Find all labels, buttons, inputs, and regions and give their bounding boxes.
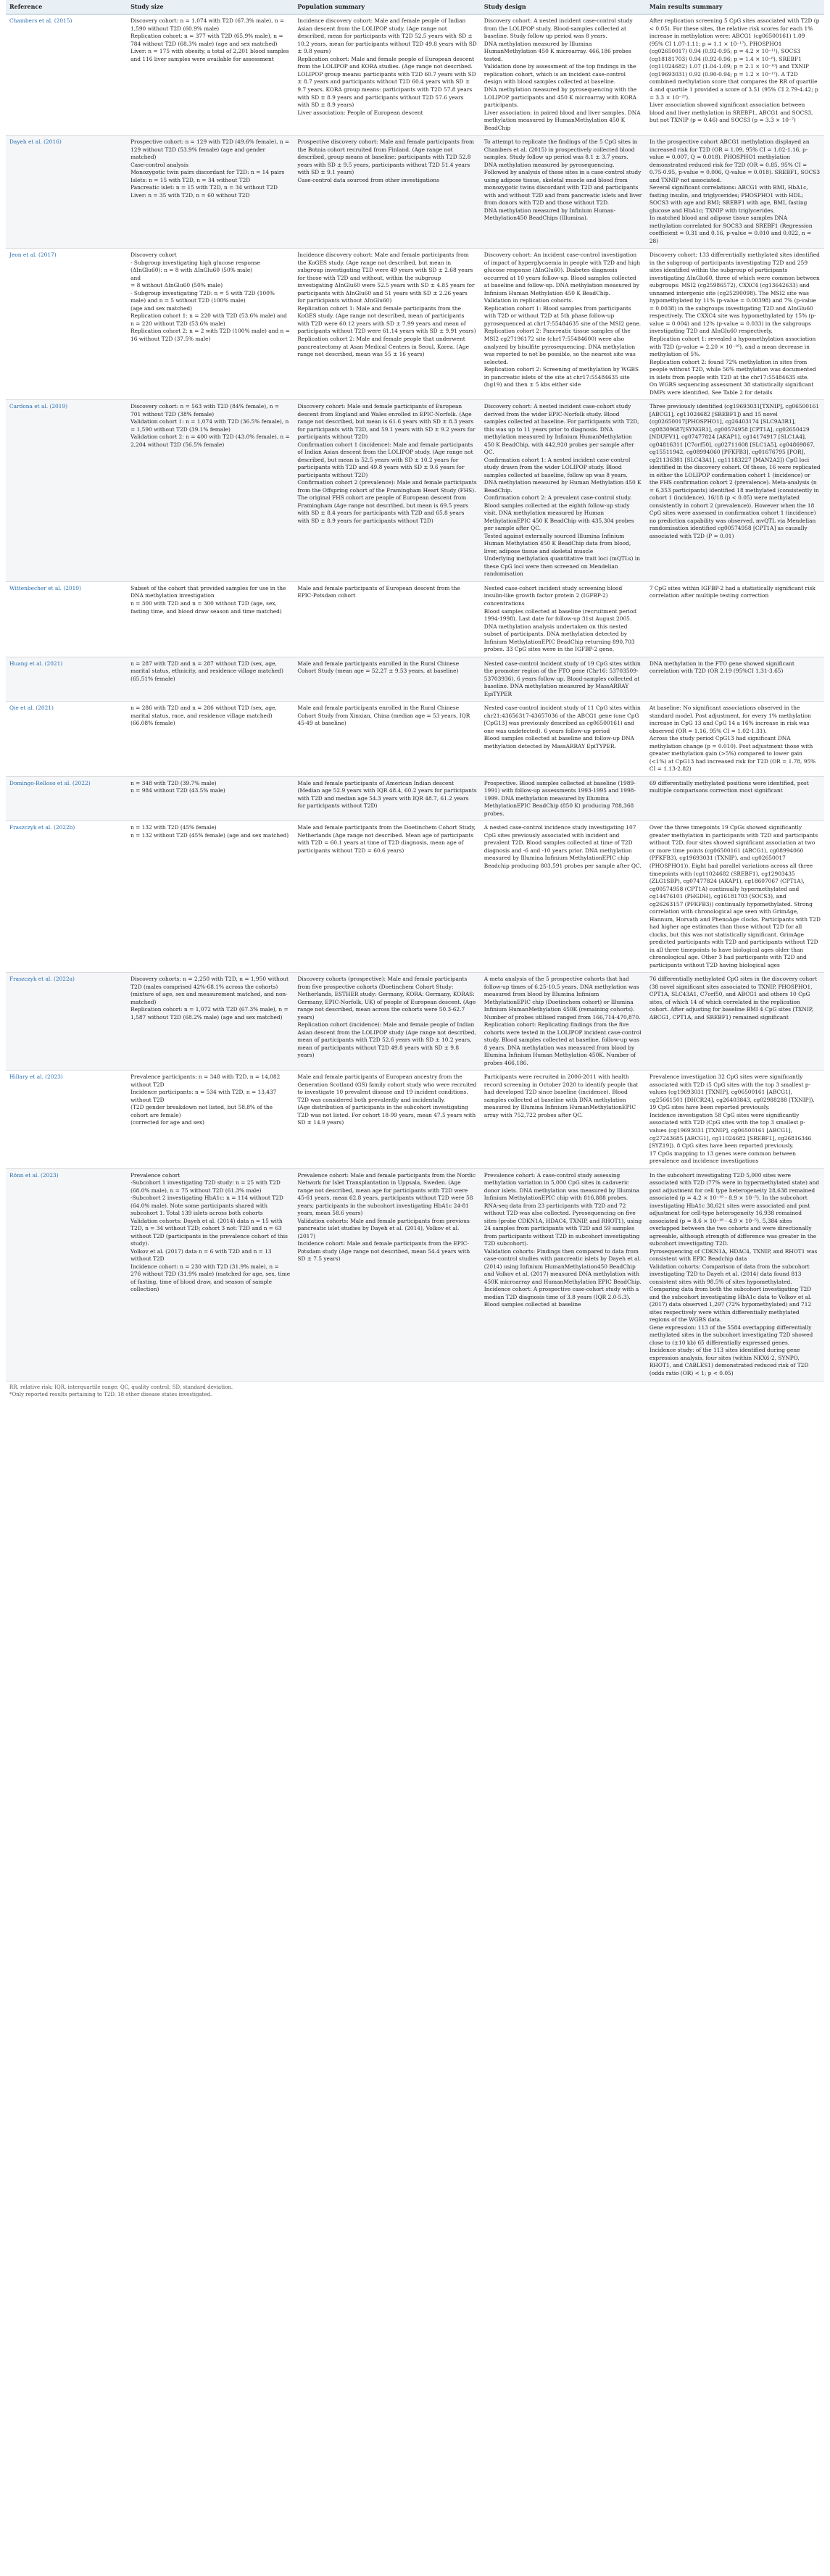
study-design-cell-text: Prospective. Blood samples collected at baseline (1989-1991) with follow-up assessments 1993-1995 and 1998-1999. DNA methylation measured by Illumina MethylationEPIC BeadChip (850 K) producing 788,368 probes. xyxy=(484,779,636,817)
study-size-cell-text: n = 348 with T2D (39.7% male) n = 984 without T2D (43.5% male) xyxy=(130,779,225,794)
study-size-cell xyxy=(127,400,294,582)
main-results-cell-text: At baseline: No significant associations observed in the standard model. Post adjustment, for every 1% methylation increase in CpG 13 and CpG 14 a 16% increase in risk was observed (OR = 1.16, 95% CI = 1.02-1.31). Across the study period CpG13 had significant DNA methylation change (p = 0.010). Post adjustment those with greater methylation gain (>5%) compared to lower gain (<1%) at CpG13 had increased risk for T2D (OR = 1.78, 95% CI = 1.13-2.82) xyxy=(649,705,816,773)
reference-link[interactable]: Chambers et al. (2015) xyxy=(9,17,72,25)
footnote-note: *Only reported results pertaining to T2D. 18 other disease states investigated. xyxy=(9,1392,212,1397)
study-size-cell-text: Discovery cohort: n = 563 with T2D (84% female), n = 701 without T2D (38% female) Validation cohort 1: n = 1,074 with T2D (36.5% female), n = 1,590 without T2D (39.1% female) Validation cohort 2: n = 400 with T2D (43.0% female), n = 2,204 without T2D (56.5% female) xyxy=(130,403,290,448)
reference-cell xyxy=(6,1168,127,1381)
study-design-cell-text: Prevalence cohort: A case-control study assessing methylation variation in 5,000 CpG sites in cadaveric donor islets. DNA methylation was measured by Illumina Infinium MethylationEPIC chip with 816,888 probes. RNA-seq data from 23 participants with T2D and 72 without T2D was also collected. Pyrosequencing on five sites (probe CDKN1A, HDAC4, TXNIP, and RHOT1), using 24 samples from participants with T2D and 59 samples from participants without T2D in subcohort investigating T2D subcohort). Validation cohorts: Findings then compared to data from case-control studies with pancreatic islets by Dayeh et al. (2014) using Infinium HumanMethylation450 BeadChip and Volkov et al. (2017) measured DNA methylation with 450K microarray and HumanMethylation EPIC BeadChip. Incidence cohort: A prospective case-cohort study with a median T2D diagnosis time of 3.8 years (IQR 2.0-5.3). Blood samples collected at baseline xyxy=(484,1171,642,1308)
header-main-results: Main results summary xyxy=(646,0,824,14)
table-row xyxy=(6,821,824,973)
population-summary-cell-text: Male and female participants of European descent from the EPIC-Potsdam cohort xyxy=(297,584,460,599)
study-size-cell xyxy=(127,1168,294,1381)
studies-table xyxy=(6,0,824,1382)
main-results-cell xyxy=(646,821,824,973)
study-size-cell xyxy=(127,249,294,400)
study-size-cell xyxy=(127,581,294,657)
study-size-cell xyxy=(127,973,294,1071)
study-size-cell-text: Discovery cohort: n = 1,074 with T2D (67.3% male), n = 1,590 without T2D (60.9% male) Replication cohort: n = 377 with T2D (65.9% male), n = 784 without T2D (68.3% male) (age and sex matched) Liver: n = 175 with obesity, a total of 2,201 blood samples and 116 liver samples were available for assessment xyxy=(130,17,289,62)
main-results-cell-text: Over the three timepoints 19 CpGs showed significantly greater methylation in participants with T2D and participants without T2D, four sites showed significant association at two or more time points (cg06500161 (ABCG1), cg08994060 (PFKFB3), cg19693031 (TXNIP), and cg02650017 (PHOSPHO1)). Eight had parallel variations across all three timepoints with (cg11024682 (SREBF1), cg12903435 (ZLG1SBP), cg07477824 (AKAP1), cg18607067 (CPT1A), cg00574958 (CPT1A) continually hypermethylated and cg14476101 (PHGDH), cg16181703 (SOCS3), and cg26263157 (PFKFB3)) continually hypomethylated. Strong correlation with chronological age seen with GrimAge, Hannum, Horvath and PhenoAge clocks. Participants with T2D had higher age estimates than those without T2D for all clocks, but this was not statistically significant. GrimAge predicted participants with T2D and participants without T2D in all three timepoints to have biological ages older than chronological age. Other 3 had participants with T2D and participants without T2D having biological ages xyxy=(649,824,821,968)
reference-cell xyxy=(6,776,127,821)
study-design-cell xyxy=(481,973,646,1071)
population-summary-cell xyxy=(294,821,480,973)
table-row xyxy=(6,14,824,136)
study-size-cell-text: n = 286 with T2D and n = 286 without T2D (sex, age, marital status, race, and residence village matched) (66.08% female) xyxy=(130,705,277,727)
table-row xyxy=(6,657,824,702)
reference-cell xyxy=(6,1071,127,1168)
main-results-cell-text: After replication screening 5 CpG sites associated with T2D (p < 0.05). For these sites, the relative risk scores for each 1% increase in methylation were: ABCG1 (cg06500161) 1.09 (95% CI 1.07-1.11; p = 1.1 × 10⁻¹⁷), PHOSPHO1 (cg02650017) 0.94 (0.92-0.95; p = 4.2 × 10⁻¹¹), SOCS3 (cg18181703) 0.94 (0.92-0.96; p = 1.4 × 10⁻⁸), SREBF1 (cg11024682) 1.07 (1.04-1.09; p = 2.1 × 10⁻¹⁰) and TXNIP (cg19693031) 0.92 (0.90-0.94; p = 1.2 × 10⁻¹⁷). A T2D combined methylation score that compares the RR of quartile 4 and quartile 1 provided a score of 3.51 (95% CI 2.79-4.42; p = 3.3 × 10⁻²⁷). Liver association showed significant association between blood and liver methylation in SREBF1, ABCG1 and SOCS3, but not TXNIP (p = 0.46) and SOCS3 (p = 3.3 × 10⁻⁷) xyxy=(649,17,820,124)
study-size-cell-text: n = 287 with T2D and n = 287 without T2D (sex, age, marital status, ethnicity, and residence village matched) (65.51% female) xyxy=(130,660,283,682)
reference-cell xyxy=(6,14,127,136)
footnote-abbreviations: RR, relative risk; IQR, interquartile range; QC, quality control; SD, standard deviation. xyxy=(9,1384,233,1390)
study-size-cell xyxy=(127,136,294,249)
population-summary-cell-text: Male and female participants of American Indian descent (Median age 52.9 years with IQR 48.4, 60.2 years for participants with T2D and median age 54.3 years with IQR 48.7, 61.2 years for participants without T2D) xyxy=(297,779,477,810)
main-results-cell-text: Discovery cohort: 133 differentially methylated sites identified in the subgroup of participants investigating T2D and 259 sites identified within the subgroup of participants investigating ΔInGlu60, three of which were common between subgroups: MSI2 (cg25986572), CXXC4 (cg13642633) and unnamed intergenic site (cg25290098). The MSI2 site was hypomethylated by 11% (p-value = 0.00398) and 7% (p-value = 0.0038) in the subgroups investigating T2D and ΔInGlu60 respectively. The CXXC4 site was hypomethylated by 15% (p-value = 0.004) and 12% (p-value = 0.033) in the subgroups investigating T2D and ΔInGlu60 respectively. Replication cohort 1: revealed a hypomethylation association with T2D (p-value = 2.20 × 10⁻¹⁶), and a mean decrease in methylation of 5%. Replication cohort 2: found 72% methylation in sites from people without T2D, while 56% methylation was documented in islets from people with T2D at the chr17:55484635 site. On WGBS sequencing assessment 38 statistically significant DMPs were identified. See Table 2 for details xyxy=(649,252,820,396)
population-summary-cell xyxy=(294,973,480,1071)
study-design-cell-text: Participants were recruited in 2006-2011 with health record screening in October 2020 to identify people that had developed T2D since baseline (incidence). Blood samples collected at baseline with DNA methylation measured by Illumina Infinium HumanMethylationEPIC array with 752,722 probes after QC. xyxy=(484,1073,639,1118)
table-row xyxy=(6,1071,824,1168)
main-results-cell-text: 76 differentially methylated CpG sites in the discovery cohort (38 novel significant sites associated to TXNIP, PHOSPHO1, CPT1A, SLC43A1, C7orf50, and ABCG1 and others 10 CpG sites, of which 14 of which correlated in the replication cohort. After adjusting for baseline BMI 4 CpG sites (TXNIP, ABCG1, CPT1A, and SREBF1) remained significant xyxy=(649,976,818,1021)
population-summary-cell-text: Prospective discovery cohort: Male and female participants from the Botnia cohort recruited from Finland. (Age range not described, group means at baseline: participants with T2D 52.8 years with SD ± 9.5 years, participants without T2D 51.4 years with SD ± 9.1 years) Case-control data sourced from other investigations xyxy=(297,138,474,183)
population-summary-cell xyxy=(294,581,480,657)
study-size-cell-text: Discovery cohort - Subgroup investigating high glucose response (ΔInGlu60): n = 8 with ΔInGlu60 (50% male) and = 8 without ΔInGlu60 (50% male) - Subgroup investigating T2D: n = 5 with T2D (100% male) and n = 5 without T2D (100% male) (age and sex matched) Replication cohort 1: n = 220 with T2D (53.6% male) and n = 220 without T2D (53.6% male) Replication cohort 2: n = 2 with T2D (100% male) and n = 16 without T2D (37.5% male) xyxy=(130,252,290,342)
population-summary-cell xyxy=(294,136,480,249)
reference-cell xyxy=(6,136,127,249)
main-results-cell xyxy=(646,249,824,400)
reference-cell xyxy=(6,973,127,1071)
reference-link[interactable]: Fraszczyk et al. (2022a) xyxy=(9,976,75,983)
study-design-cell-text: A meta analysis of the 5 prospective cohorts that had follow-up times of 6.25-10.5 years. DNA methylation was measured from blood by Illumina Infinium MethylationEPIC chip (Doetinchem cohort) or Illumina Infinium HumanMethylation 450K (remaining cohorts). Number of probes utilised ranged from 166,714-470,870. Replication cohort: Replicating findings from the five cohorts were tested in the LOLIPOP incident case-control study. Blood samples collected at baseline, follow-up was 8 years. DNA methylation was measured from blood by Illumina Infinium Human Methylation 450K. Number of probes 466,186. xyxy=(484,976,642,1066)
table-row xyxy=(6,702,824,777)
main-results-cell xyxy=(646,776,824,821)
study-size-cell-text: Subset of the cohort that provided samples for use in the DNA methylation investigation n = 300 with T2D and n = 300 without T2D (age, sex, fasting time, and blood draw season and time matched) xyxy=(130,584,286,615)
table-footnotes xyxy=(6,1382,824,1401)
population-summary-cell-text: Prevalence cohort: Male and female participants from the Nordic Network for Islet Transplantation in Uppsala, Sweden. (Age range not described, mean age for participants with T2D were 45-61 years, mean 62.8 years, participants without T2D were 58 years; participants in the subcohort investigating HbA1c 24-81 years, mean 58.6 years) Validation cohorts: Male and female participants from previous pancreatic islet studies by Dayeh et al. (2014), Volkov et al. (2017) Incidence cohort: Male and female participants from the EPIC-Potsdam study (Age range not described, mean 54.4 years with SD ± 7.5 years) xyxy=(297,1171,476,1263)
study-design-cell-text: To attempt to replicate the findings of the 5 CpG sites in Chambers et al. (2015) in prospectively collected blood samples. Study follow up period was 8.1 ± 3.7 years. DNA methylation measured by pyrosequencing. Followed by analysis of these sites in a case-control study using adipose tissue, skeletal muscle and blood from monozygotic twins discordant with T2D and participants with and without T2D and from pancreatic islets and liver from donors with T2D and those without T2D. DNA methylation measured by Infinium Human-Methylation450 BeadChips (Illumina). xyxy=(484,138,642,222)
reference-cell xyxy=(6,657,127,702)
population-summary-cell-text: Male and female participants enrolled in the Rural Chinese Cohort Study from Xinxian, China (median age = 53 years, IQR 45-49 at baseline) xyxy=(297,705,470,727)
table-body xyxy=(6,14,824,1381)
main-results-cell xyxy=(646,136,824,249)
main-results-cell-text: 7 CpG sites within IGFBP-2 had a statistically significant risk correlation after multiple testing correction xyxy=(649,584,816,599)
main-results-cell xyxy=(646,657,824,702)
population-summary-cell-text: Discovery cohort: Male and female participants of European descent from England and Wales enrolled in EPIC-Norfolk. (Age range not described, but mean is 61.6 years with SD ± 8.3 years for participants with T2D, and 59.1 years with SD ± 9.2 years for participants without T2D) Confirmation cohort 1 (incidence): Male and female participants of Indian Asian descent from the LOLIPOP study. (Age range not described, but mean is 52.5 years with SD ± 10.2 years for participants with T2D and 49.8 years with SD ± 9.6 years for participants without T2D) Confirmation cohort 2 (prevalence): Male and female participants from the Offspring cohort of the Framingham Heart Study (FHS). The original FHS cohort are people of European descent from Framingham (Age range not described, but mean is 69.5 years with SD ± 8.4 years for participants with T2D and 65.8 years with SD ± 8.9 years for participants without T2D) xyxy=(297,403,477,524)
population-summary-cell-text: Incidence discovery cohort: Male and female participants from the KoGES study. (Age range not described, but mean in subgroup investigating T2D were 49 years with SD ± 2.68 years for those with T2D and without, within the subgroup investigating ΔInGlu60 were 52.5 years with SD ± 4.85 years for participants with ΔInGlu60 and 51 years with SD ± 2.26 years for participants without ΔInGlu60) Replication cohort 1: Male and female participants from the KoGES study. (Age range not described, mean of participants with T2D were 60.12 years with SD ± 7.99 years and mean of participants without T2D were 61.14 years with SD ± 9.91 years) Replication cohort 2: Male and female people that underwent pancreatectomy at Asan Medical Centers in Seoul, Korea. (Age range not described, mean was 55 ± 16 years) xyxy=(297,252,476,358)
study-design-cell xyxy=(481,702,646,777)
study-design-cell xyxy=(481,14,646,136)
study-size-cell xyxy=(127,14,294,136)
population-summary-cell xyxy=(294,776,480,821)
study-size-cell-text: Prospective cohort: n = 129 with T2D (49.6% female), n = 129 without T2D (53.9% female) (age and gender matched) Case-control analysis Monozygotic twin pairs discordant for T2D: n = 14 pairs Islets: n = 15 with T2D, n = 34 without T2D Pancreatic islet: n = 15 with T2D, n = 34 without T2D Liver: n = 35 with T2D, n = 60 without T2D xyxy=(130,138,290,199)
document-page xyxy=(6,0,824,1401)
main-results-cell xyxy=(646,973,824,1071)
population-summary-cell xyxy=(294,1071,480,1168)
study-design-cell xyxy=(481,657,646,702)
table-row xyxy=(6,249,824,400)
reference-cell xyxy=(6,400,127,582)
study-design-cell xyxy=(481,1071,646,1168)
reference-cell xyxy=(6,702,127,777)
main-results-cell xyxy=(646,1071,824,1168)
main-results-cell xyxy=(646,581,824,657)
reference-link[interactable]: Huang et al. (2021) xyxy=(9,660,63,667)
study-size-cell xyxy=(127,1071,294,1168)
study-design-cell xyxy=(481,249,646,400)
reference-link[interactable]: Dayeh et al. (2016) xyxy=(9,138,62,146)
header-population-summary: Population summary xyxy=(294,0,480,14)
main-results-cell-text: 69 differentially methylated positions were identified, post multiple comparisons correction most significant xyxy=(649,779,809,794)
reference-link[interactable]: Hillary et al. (2023) xyxy=(9,1073,63,1081)
study-design-cell xyxy=(481,1168,646,1381)
reference-link[interactable]: Wittenbecher et al. (2019) xyxy=(9,584,81,591)
population-summary-cell-text: Discovery cohorts (prospective): Male and female participants from five prospective cohorts (Doetinchem Cohort Study: Netherlands, ESTHER study: Germany, KORA: Germany, KORAS: Germany, EPIC-Norfolk, UK) of people of European descent. (Age range not described, mean across the cohorts were 50.3-62.7 years) Replication cohort (incidence): Male and female people of Indian Asian descent from the LOLIPOP study (Age range not described, mean of participants with T2D 52.6 years with SD ± 10.2 years, mean of participants without T2D 49.8 years with SD ± 9.8 years) xyxy=(297,976,476,1059)
main-results-cell-text: In the prospective cohort ABCG1 methylation displayed an increased risk for T2D (OR = 1.09, 95% CI = 1.02-1.16, p-value = 0.007, Q = 0.018). PHOSPHO1 methylation demonstrated reduced risk for T2D (OR = 0.85, 95% CI = 0.75-0.95, p-value = 0.006, Q-value = 0.018). SREBF1, SOCS3 and TXNIP not associated. Several significant correlations: ABCG1 with BMI, HbA1c, fasting insulin, and triglycerides; PHOSPHO1 with HDL; SOCS3 with age and BMI; SREBF1 with age, BMI, fasting glucose and HbA1c; TXNIP with triglycerides. In matched blood and adipose tissue samples DNA methylation correlated for SOCS3 and SREBF1 (Regression coefficient = 0.31 and 0.16, p-value = 0.010 and 0.022, n = 28) xyxy=(649,138,821,244)
study-design-cell-text: Discovery cohort: An incident case-control investigation of impact of hyperglycaemia in people with T2D and high glucose response (ΔInGlu60). Diabetes diagnosis occurred at 10 years follow-up. Blood samples collected at baseline and follow-up. DNA methylation measured by Infinium Human Methylation 450 K BeadChip. Validation in replication cohorts. Replication cohort 1: Blood samples from participants with T2D or without T2D at 5th phase follow-up pyrosequenced at chr17:55484635 site of the MSI2 gene. Replication cohort 2: Pancreatic tissue samples of the MSI2 cg27196172 site (chr17:55484600) were also analyzed by bisulfite pyrosequencing. DNA methylation was reported to not be possible, so the nearest site was selected. Replication cohort 2: Screening of methylation by WGBS in pancreatic islets of the site at chr17:55484635 site (hg19) and then ± 5 kbs either side xyxy=(484,252,642,389)
table-header xyxy=(6,0,824,14)
reference-cell xyxy=(6,581,127,657)
study-design-cell-text: A nested case-control incidence study investigating 107 CpG sites previously associated with incident and prevalent T2D. Blood samples collected at time of T2D diagnosis and -6 and -10 years prior. DNA methylation measured by Illumina Infinium MethylationEPIC chip Beadchip producing 803,591 probes per sample after QC. xyxy=(484,824,642,869)
study-size-cell-text: Prevalence participants: n = 348 with T2D, n = 14,082 without T2D Incidence participants: n = 534 with T2D, n = 13,437 without T2D (T2D gender breakdown not listed, but 58.8% of the cohort are female) (corrected for age and sex) xyxy=(130,1073,281,1126)
reference-link[interactable]: Jeon et al. (2017) xyxy=(9,252,57,259)
main-results-cell-text: Prevalence investigation 32 CpG sites were significantly associated with T2D (5 CpG sites with the top 3 smallest p-values (cg19693031 [TXNIP], cg06500161 [ABCG1], cg25661501 [DHCR24], cg26403843, cg02988288 [TXNIP]). 19 CpG sites have been reported previously. Incidence investigation 58 CpG sites were significantly associated with T2D (CpG sites with the top 3 smallest p-values (cg19693031 [TXNIP], cg06500161 [ABCG1], cg27243685 [ABCG1], cg11024682 [SREBF1], cg26816346 [SYZ19]). 8 CpG sites have been reported previously. 17 CpGs mapping to 13 genes were common between prevalence and incidence investigations xyxy=(649,1073,815,1165)
study-design-cell xyxy=(481,400,646,582)
reference-link[interactable]: Fraszczyk et al. (2022b) xyxy=(9,824,75,831)
main-results-cell xyxy=(646,400,824,582)
population-summary-cell-text: Male and female participants from the Doetinchem Cohort Study, Netherlands (Age range not described. Mean age of participants with T2D = 60.1 years at time of T2D diagnosis, mean age of participants without T2D = 60.6 years) xyxy=(297,824,476,854)
reference-link[interactable]: Cardona et al. (2019) xyxy=(9,403,68,410)
study-size-cell xyxy=(127,776,294,821)
population-summary-cell-text: Male and female participants enrolled in the Rural Chinese Cohort Study (mean age = 52.27 ± 9.53 years, at baseline) xyxy=(297,660,460,675)
study-design-cell-text: Nested case-control incident study of 11 CpG sites within chr21:43656317-43657036 of the ABCG1 gene (one CpG [CpG13] was previously described as cg06500161) and one was undetected). 6 years follow-up period Blood samples collected at baseline and follow-up DNA methylation detected by MassARRAY EpiTYPER. xyxy=(484,705,641,749)
study-design-cell xyxy=(481,821,646,973)
header-row xyxy=(6,0,824,14)
reference-cell xyxy=(6,249,127,400)
main-results-cell xyxy=(646,1168,824,1381)
population-summary-cell-text: Incidence discovery cohort: Male and female people of Indian Asian descent from the LOLIPOP study. (Age range not described, mean for participants with T2D 52.5 years with SD ± 10.2 years, mean for participants without T2D 49.8 years with SD ± 9.8 years) Replication cohort: Male and female people of European descent from the LOLIPOP and KORA studies. (Age range not described. LOLIPOP group means: participants with T2D 60.7 years with SD ± 8.7 years and participants without T2D 60.4 years with SD ± 9.7 years. KORA group means: participants with T2D 57.8 years with SD ± 8.9 years and participants without T2D 57.6 years with SD ± 8.9 years) Liver association: People of European descent xyxy=(297,17,477,116)
study-size-cell xyxy=(127,702,294,777)
population-summary-cell-text: Male and female participants of European ancestry from the Generation Scotland (GS) family cohort study who were recruited to investigate 10 prevalent disease and 19 incident conditions. T2D was considered both prevalently and incidentally. (Age distribution of participants in the subcohort investigating T2D was not listed. For cohort 18-99 years, mean 47.5 years with SD ± 14.9 years) xyxy=(297,1073,477,1126)
study-size-cell xyxy=(127,657,294,702)
study-size-cell-text: Discovery cohorts: n = 2,250 with T2D, n = 1,950 without T2D (males comprised 42%-68.1% across the cohorts) (mixture of age, sex and measurement matched, and non-matched) Replication cohort: n = 1,072 with T2D (67.3% male), n = 1,587 without T2D (68.2% male) (age and sex matched) xyxy=(130,976,289,1021)
table-row xyxy=(6,136,824,249)
study-design-cell-text: Nested case-control incident study of 19 CpG sites within the promoter region of the FTO gene (Chr16: 53703509-53703936). 6 years follow up. Blood-samples collected at baseline. DNA methylation measured by MassARRAY EpiTYPER xyxy=(484,660,641,697)
table-row xyxy=(6,1168,824,1381)
study-design-cell-text: Discovery cohort: A nested incident case-control study from the LOLIPOP study. Blood-samples collected at baseline. Study follow up period was 8 years. DNA methylation measured by Illumina HumanMethylation 450 K microarray. 466,186 probes tested. Validation done by assessment of the top findings in the replication cohort, which is an incident case-control design with blood samples collected at baseline. DNA methylation measured by pyrosequencing with the LOLIPOP participants and 450 K microarray with KORA participants. Liver association: in paired blood and liver samples. DNA methylation measured by HumanMethylation 450 K BeadChip xyxy=(484,17,641,131)
main-results-cell xyxy=(646,14,824,136)
study-design-cell-text: Discovery cohort: A nested incident case-cohort study derived from the wider EPIC-Norfolk study. Blood samples collected at baseline. For participants with T2D, this was up to 11 years prior to diagnosis. DNA methylation measured by Infinium HumanMethylation 450 K BeadChip, with 442,920 probes per sample after QC. Confirmation cohort 1: A nested incident case-control study drawn from the wider LOLIPOP study. Blood samples collected at baseline, follow up was 8 years. DNA methylation measured by Human Methylation 450 K BeadChip. Confirmation cohort 2: A prevalent case-control study. Blood samples collected at the eighth follow-up study visit. DNA methylation measured by Human MethylationEPIC 450 K BeadChip with 435,304 probes per sample after QC. Tested against externally sourced Illumina Infinium Human Methylation 450 K BeadChip data from blood, liver, adipose tissue and skeletal muscle Underlying methylation quantitative trait loci (mQTLs) in these CpG loci were then screened on Mendelian randomisation xyxy=(484,403,642,578)
study-size-cell-text: Prevalence cohort -Subcohort 1 investigating T2D study: n = 25 with T2D (68.0% male), n = 75 without T2D (61.3% male) -Subcohort 2 investigating HbA1c: n = 114 without T2D (64.0% male). Note some participants shared with subcohort 1. Total 139 islets across both cohorts Validation cohorts: Dayeh et al. (2014) data n = 15 with T2D, n = 34 without T2D; cohort 3 not: T2D and n = 63 without T2D (participants in the prevalence cohort of this study). Volkov et al. (2017) data n = 6 with T2D and n = 13 without T2D Incidence cohort: n = 230 with T2D (31.9% male), n = 276 without T2D (31.9% male) (matched for age, sex, time of fasting, time of blood draw, and season of sample collection) xyxy=(130,1171,291,1293)
study-design-cell xyxy=(481,776,646,821)
reference-link[interactable]: Rönn et al. (2023) xyxy=(9,1171,59,1179)
main-results-cell xyxy=(646,702,824,777)
population-summary-cell xyxy=(294,657,480,702)
population-summary-cell xyxy=(294,400,480,582)
study-size-cell xyxy=(127,821,294,973)
study-design-cell-text: Nested case-cohort incident study screening blood insulin-like growth factor protein 2 (IGFBP-2) concentrations Blood samples collected at baseline (recruitment period 1994-1998). Last date for follow-up 31st August 2005. DNA methylation analysis undertaken on this nested subset of participants. DNA methylation detected by Infinium MethylationEPIC BeadChip returning 890,703 probes. 33 CpG sites were in the IGFBP-2 gene. xyxy=(484,584,637,653)
header-reference: Reference xyxy=(6,0,127,14)
population-summary-cell xyxy=(294,702,480,777)
population-summary-cell xyxy=(294,249,480,400)
study-size-cell-text: n = 132 with T2D (45% female) n = 132 without T2D (45% female) (age and sex matched) xyxy=(130,824,289,839)
population-summary-cell xyxy=(294,1168,480,1381)
reference-link[interactable]: Qie et al. (2021) xyxy=(9,705,54,712)
main-results-cell-text: Three previously identified (cg19693031[TXNIP], cg06500161 [ABCG1], cg11024682 [SREBF1]) and 15 novel (cg02650017[PHOSPHO1], cg26403174 [SLC9A3R1], cg08309687[SYNGR1], cg00574958 [CPT1A], cg02650429 [NDUFV1], cg07477824 [AKAP1], cg14174917 [SLC1A4], cg04816311 [C7orf50], cg02711608 [SLC1A5], cg04869867, cg15511942, cg08994060 [PFKFB3], cg01676795 [POR], cg21136381 [SLC43A1], cg11183227 [MAN2A2]) CpG loci identified in the discovery cohort. Of these, 16 were replicated in either the LOLIPOP confirmation cohort 1 (incidence) or the FHS confirmation cohort 2 (prevalence). Meta-analysis (n = 6,353 participants) identified 18 methylated (consistently in cohort 1 (incidence), 16/18 (p < 0.05) were methylated consistently in cohort 2 (prevalence)). However when the 18 CpG sites were assessed in confirmation cohort 1 (incidence) no prediction capability was observed. mvQTL via Mendelian randomisation identified cg00574958 [CPT1A] as causally associated with T2D (P = 0.01) xyxy=(649,403,821,539)
table-row xyxy=(6,776,824,821)
table-row xyxy=(6,581,824,657)
header-study-size: Study size xyxy=(127,0,294,14)
main-results-cell-text: DNA methylation in the FTO gene showed significant correlation with T2D (OR 2.19 (95%CI 1.31-3.65) xyxy=(649,660,794,675)
study-design-cell xyxy=(481,136,646,249)
reference-cell xyxy=(6,821,127,973)
table-row xyxy=(6,973,824,1071)
population-summary-cell xyxy=(294,14,480,136)
study-design-cell xyxy=(481,581,646,657)
main-results-cell-text: In the subcohort investigating T2D 5,000 sites were associated with T2D (77% were in hypermethylated state) and post adjustment for cell type heterogeneity 28,638 remained associated (p = 4.2 × 10⁻¹⁹ - 8.9 × 10⁻⁵). In the subcohort investigating HbA1c 38,621 sites were associated and post adjustment for cell-type heterogeneity 16,938 remained associated (p = 8.6 × 10⁻¹⁸ - 4.9 × 10⁻⁵). 5,384 sites overlapped between the two cohorts and were directionally agreeable, although strength of difference was greater in the subcohort investigating T2D. Pyrosequencing of CDKN1A, HDAC4, TXNIP, and RHOT1 was consistent with EPIC Beadchip data Validation cohorts: Comparison of data from the subcohort investigating T2D to Dayeh et al. (2014) data found 813 consistent sites with 98.5% of sites hypomethylated. Comparing data from both the subcohort investigating T2D and the subcohort investigating HbA1c data to Volkov et al. (2017) data observed 1,297 (72% hypomethylated) and 712 sites respectively were within differentially methylated regions of the WGBS data. Gene expression: 113 of the 5584 overlapping differentially methylated sites in the subcohort investigating T2D showed close to (±10 kb) 65 differentially expressed genes. Incidence study: of the 113 sites identified during gene expression analysis, four sites (within NKX6-2, SYNPO, RHOT1, and CABLES1) demonstrated reduced risk of T2D (odds ratio (OR) < 1; p < 0.05) xyxy=(649,1171,820,1376)
table-row xyxy=(6,400,824,582)
header-study-design: Study design xyxy=(481,0,646,14)
reference-link[interactable]: Domingo-Relloso et al. (2022) xyxy=(9,779,91,786)
